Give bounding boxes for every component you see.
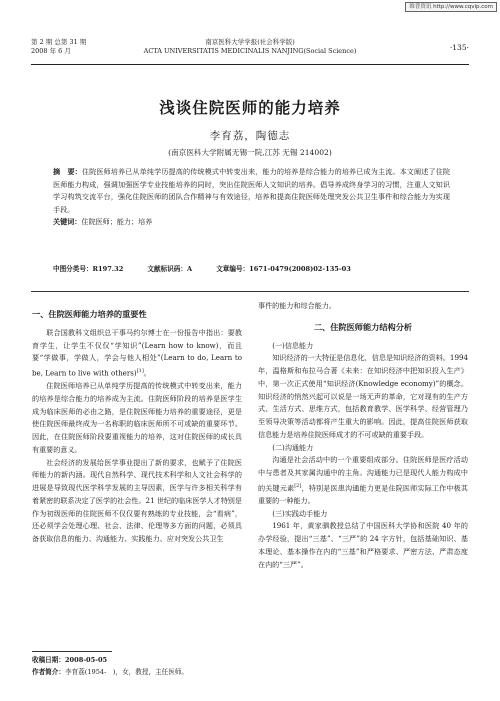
right-column: [258, 300, 468, 571]
keywords-text: 住院医师；能力；培养: [81, 217, 153, 227]
subheading-practice: (三)实践动手能力: [272, 508, 328, 518]
page-number: ·135·: [449, 43, 469, 52]
abstract: [53, 166, 450, 229]
author-bio-label: 作者简介：: [32, 668, 65, 676]
paragraph: 事件的能力和综合能力。: [258, 301, 337, 310]
received-date: 收稿日期：2008-05-05: [32, 656, 108, 664]
paragraph: 沟通是社会活动中的一个重要组成部分。住院医师是医疗活动中与患者及其家属沟通中的主角。沟通能力已是现代人能力构成中的关键元素[2]，特别是医患沟通能力更是住院医师实际工作中极其重要的一种能力。: [258, 455, 468, 505]
section-2-heading: 二、住院医师能力结构分析: [313, 321, 413, 332]
citation: [2]: [294, 482, 302, 489]
abstract-label: 摘 要：: [53, 167, 82, 176]
footnote-rule: [32, 651, 112, 652]
issue-number: 第 2 期 总第 31 期: [31, 38, 87, 46]
clc-number: 中图分类号：R197.32: [53, 265, 124, 273]
journal-name: [31, 38, 469, 56]
document-code: 文献标识码：A: [147, 265, 193, 273]
keywords-label: 关键词：: [53, 217, 82, 227]
article-id: 文章编号：1671-0479(2008)02-135-03: [216, 265, 351, 273]
running-header: [31, 36, 469, 64]
paragraph: 联合国教科文组织总干事马约尔博士在一份报告中指出：要教育学生，让学生不仅仅“学知识”(Learn how to know)，而且要“学做事，学做人，学会与他人相处”(Learn to do, Learn to be, Learn to live with others)[1]。: [32, 327, 242, 378]
paragraph: 住院医师培养已从单纯学历提高的传统模式中转变出来，能力的培养是综合能力的培养成为主流。住院医师阶段的培养是医学生成为临床医师的必由之路，是住院医师能力培养的重要途径，更是使住院医师最终成为一名称职的临床医师所不可或缺的重要环节。因此，在住院医师阶段要重视能力的培养，这对住院医师的成长具有重要的意义。: [32, 381, 242, 454]
section-1-heading: 一、住院医师能力培养的重要性: [32, 309, 147, 319]
author-affiliation: (南京医科大学附属无锡一院,江苏 无锡 214002): [168, 148, 332, 157]
journal-name-en: ACTA UNIVERSITATIS MEDICINALIS NANJING(Social Science): [143, 47, 357, 55]
subheading-communication: (二)沟通能力: [272, 442, 314, 452]
article-meta: [53, 264, 453, 275]
paragraph: 1961 年，黄家驷教授总结了中国医科大学协和医院 40 年的办学经验，提出“三基”、“三严”的 24 字方针，包括基础知识、基本理论、基本操作在内的“三基”和严格要求、严密方法、严肃态度在内的“三严”。: [258, 521, 468, 569]
article-title: 浅谈住院医师的能力培养: [159, 98, 341, 117]
journal-name-cn: 南京医科大学学报(社会科学版): [205, 38, 295, 46]
watermark: 维普资讯 http://www.cqvip.com: [405, 2, 497, 12]
footnote: [32, 654, 247, 678]
paragraph: 知识经济的一大特征是信息化，信息是知识经济的资料。1994 年，温格斯和布拉马合著《未来：在知识经济中把知识投入生产》中，第一次正式使用“知识经济(Knowledge economy)”的概念。知识经济的悄然兴起可以说是一场无声的革命，它对现有的生产方式、生活方式、思维方式，包括教育教学、医学科学、经营管理乃至领导决策等活动都将产生重大的影响。因此，提高住院医师获取信息能力是培养住院医师成才的不可或缺的重要手段。: [258, 353, 468, 439]
issue-date: 2008 年 6 月: [31, 47, 71, 55]
header-rule: [31, 64, 469, 65]
meta-rule: [31, 291, 469, 292]
paragraph: 社会经济的发展给医学事业提出了新的要求，也赋予了住院医师能力的新内涵。现代自然科学、现代技术科学和人文社会科学的进展是导致现代医学科学发展的主导因素，医学与许多相关科学有着紧密的联系决定了医学的社会性。21 世纪的临床医学人才特别是作为初级医师的住院医师不仅仅要有熟练的专业技能，会“看病”，还必须学会处理心理、社会、法律、伦理等多方面的问题，必须具备获取信息的能力、沟通能力、实践能力、应对突发公共卫生: [32, 457, 242, 544]
article-authors: 李育荔，陶德志: [209, 130, 291, 142]
abstract-text: 住院医师培养已从单纯学历提高的传统模式中转变出来，能力的培养是综合能力的培养已成为主流。本文阐述了住院医师能力构成，强调加强医学专业技能培养的同时，突出住院医师人文知识的培养。倡导养成终身学习的习惯，注重人文知识学习构筑交流平台，强化住院医师的团队合作精神与有效途径，培养和提高住院医师处理突发公共卫生事件和综合能力为实现手段。: [53, 167, 451, 214]
author-bio: 李育荔(1954- )，女，教授，主任医师。: [64, 668, 189, 676]
subheading-information: (一)信息能力: [272, 340, 314, 350]
citation: [1]: [136, 368, 144, 374]
left-column: [32, 300, 242, 546]
